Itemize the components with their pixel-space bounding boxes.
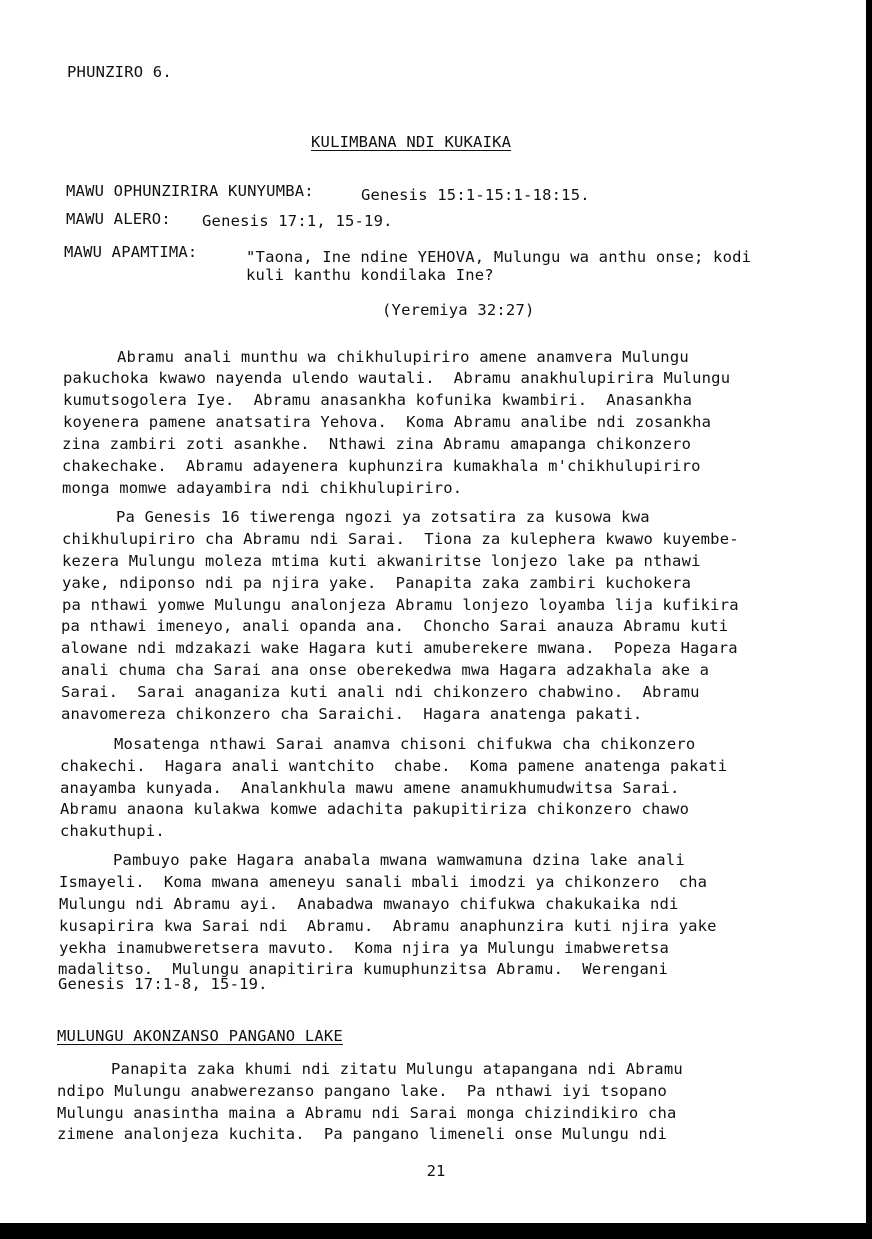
text-line: madalitso. Mulungu anapitirira kumuphunzitsa Abramu. Werengani	[58, 960, 669, 978]
text-line: Abramu anali munthu wa chikhulupiriro amene anamvera Mulungu	[117, 348, 689, 366]
text-line: Genesis 17:1-8, 15-19.	[58, 975, 268, 993]
text-line: Pambuyo pake Hagara anabala mwana wamwamuna dzina lake anali	[113, 851, 685, 869]
lesson-title: KULIMBANA NDI KUKAIKA	[311, 133, 512, 151]
memory-verse-line: kuli kanthu kondilaka Ine?	[246, 266, 494, 284]
scan-edge-right	[866, 0, 872, 1239]
text-line: chakuthupi.	[60, 822, 165, 840]
text-line: Mulungu ndi Abramu ayi. Anabadwa mwanayo chifukwa chakukaika ndi	[59, 895, 679, 913]
lesson-reading-label: MAWU ALERO:	[66, 210, 171, 228]
text-line: yekha inamubweretsera mavuto. Koma njira ya Mulungu imabweretsa	[59, 939, 670, 957]
text-line: pa nthawi yomwe Mulungu analonjeza Abramu lonjezo loyamba lija kufikira	[62, 596, 739, 614]
page-number: 21	[426, 1162, 446, 1180]
text-line: anavomereza chikonzero cha Saraichi. Hagara anatenga pakati.	[61, 705, 643, 723]
text-line: Sarai. Sarai anaganiza kuti anali ndi chikonzero chabwino. Abramu	[61, 683, 700, 701]
text-line: Pa Genesis 16 tiwerenga ngozi ya zotsatira za kusowa kwa	[116, 508, 650, 526]
memory-verse-line: "Taona, Ine ndine YEHOVA, Mulungu wa anthu onse; kodi	[246, 248, 752, 266]
text-line: chakechi. Hagara anali wantchito chabe. Koma pamene anatenga pakati	[60, 757, 728, 775]
text-line: kusapirira kwa Sarai ndi Abramu. Abramu anaphunzira kuti njira yake	[59, 917, 717, 935]
text-line: pakuchoka kwawo nayenda ulendo wautali. Abramu anakhulupirira Mulungu	[63, 369, 731, 387]
text-line: Panapita zaka khumi ndi zitatu Mulungu atapangana ndi Abramu	[111, 1060, 683, 1078]
text-line: anayamba kunyada. Analankhula mawu amene anamukhumudwitsa Sarai.	[60, 779, 680, 797]
text-line: kezera Mulungu moleza mtima kuti akwaniritse lonjezo lake pa nthawi	[62, 552, 701, 570]
text-line: alowane ndi mdzakazi wake Hagara kuti amuberekere mwana. Popeza Hagara	[61, 639, 738, 657]
text-line: chakechake. Abramu adayenera kuphunzira kumakhala m'chikhulupiriro	[62, 457, 701, 475]
text-line: anali chuma cha Sarai ana onse oberekedwa mwa Hagara adzakhala ake a	[61, 661, 710, 679]
text-line: Abramu anaona kulakwa komwe adachita pakupitiriza chikonzero chawo	[60, 800, 690, 818]
text-line: zimene analonjeza kuchita. Pa pangano limeneli onse Mulungu ndi	[57, 1125, 668, 1143]
section-heading: MULUNGU AKONZANSO PANGANO LAKE	[57, 1027, 343, 1045]
chapter-heading: PHUNZIRO 6.	[67, 63, 172, 81]
memory-verse-source: (Yeremiya 32:27)	[382, 301, 535, 319]
lesson-reading-value: Genesis 17:1, 15-19.	[202, 212, 393, 230]
text-line: ndipo Mulungu anabwerezanso pangano lake. Pa nthawi iyi tsopano	[57, 1082, 668, 1100]
text-line: yake, ndiponso ndi pa njira yake. Panapita zaka zambiri kuchokera	[62, 574, 692, 592]
home-reading-label: MAWU OPHUNZIRIRA KUNYUMBA:	[66, 182, 314, 200]
text-line: koyenera pamene anatsatira Yehova. Koma Abramu analibe ndi zosankha	[63, 413, 712, 431]
memory-verse-label: MAWU APAMTIMA:	[64, 243, 198, 261]
scan-edge-bottom	[0, 1223, 872, 1239]
text-line: kumutsogolera Iye. Abramu anasankha kofunika kwambiri. Anasankha	[63, 391, 693, 409]
text-line: chikhulupiriro cha Abramu ndi Sarai. Tiona za kulephera kwawo kuyembe-	[62, 530, 739, 548]
text-line: Mulungu anasintha maina a Abramu ndi Sarai monga chizindikiro cha	[57, 1104, 677, 1122]
text-line: Ismayeli. Koma mwana ameneyu sanali mbali imodzi ya chikonzero cha	[59, 873, 708, 891]
home-reading-value: Genesis 15:1-15:1-18:15.	[361, 186, 590, 204]
text-line: zina zambiri zoti asankhe. Nthawi zina Abramu amapanga chikonzero	[62, 435, 692, 453]
text-line: pa nthawi imeneyo, anali opanda ana. Choncho Sarai anauza Abramu kuti	[61, 617, 729, 635]
text-line: monga momwe adayambira ndi chikhulupiriro.	[62, 479, 463, 497]
text-line: Mosatenga nthawi Sarai anamva chisoni chifukwa cha chikonzero	[114, 735, 696, 753]
